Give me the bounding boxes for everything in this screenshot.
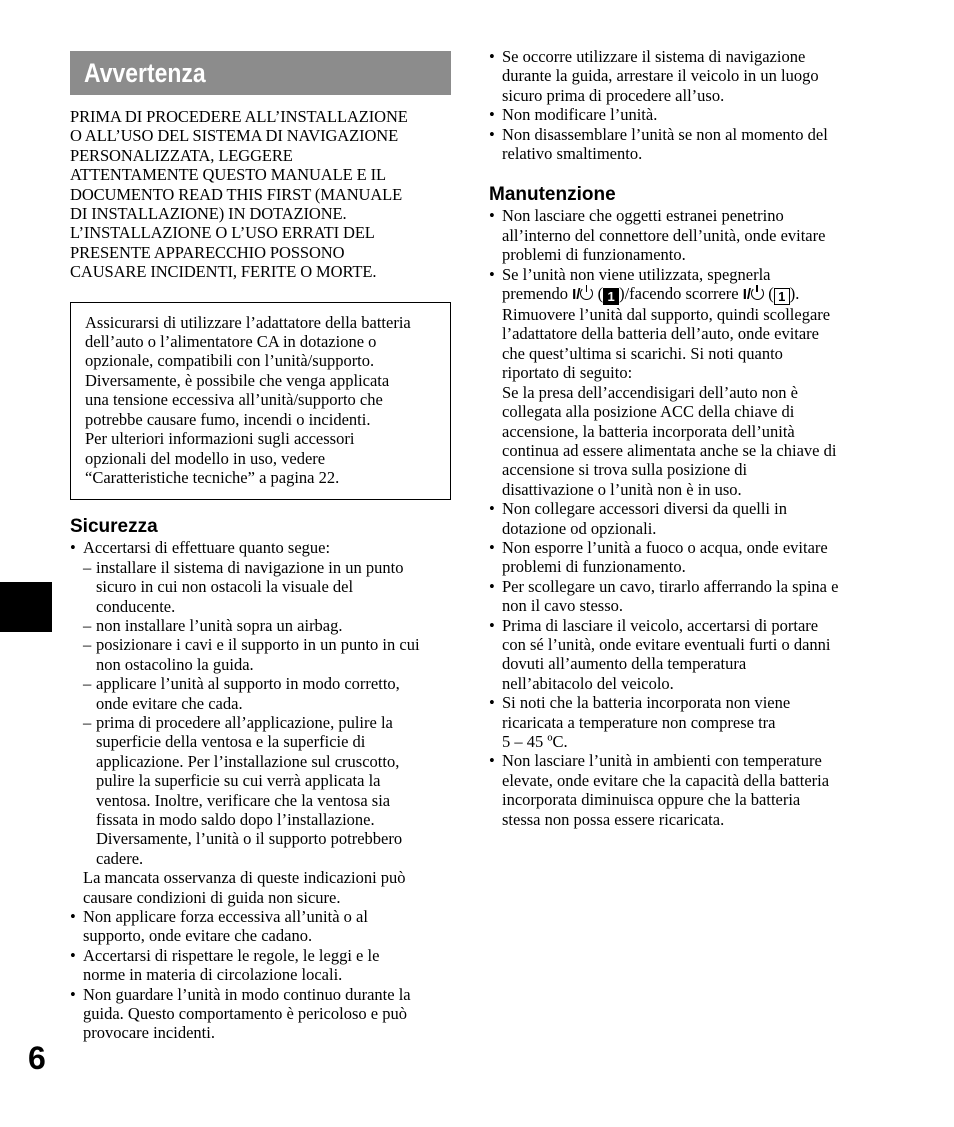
text-line: pulire la superficie su cui verrà applicata la — [96, 771, 381, 791]
notice-box — [70, 302, 451, 501]
manutenzione-list — [489, 206, 879, 284]
text-line: stessa non possa essere ricaricata. — [502, 809, 725, 829]
bullet-item: • Non modificare l’unità. — [489, 105, 879, 124]
notice-line: opzionali del modello in uso, vedere — [85, 448, 326, 468]
warning-line: DOCUMENTO READ THIS FIRST (MANUALE — [70, 184, 403, 204]
page-title: Avvertenza — [84, 58, 206, 88]
bullet-item: • Non collegare accessori diversi da quelli in — [489, 499, 879, 518]
text-line: La mancata osservanza di queste indicazioni può — [83, 868, 406, 888]
power-instruction-line: premendo I/ ( 1 )/facendo scorrere I/ ( 1 ). — [502, 284, 800, 305]
text-line: supporto, onde evitare che cadano. — [83, 926, 313, 946]
text-line: sicuro prima di procedere all’uso. — [502, 85, 725, 105]
warning-text — [70, 107, 451, 282]
text-line: sicuro in cui non ostacoli la visuale del — [96, 577, 354, 597]
text-line: accensione, la batteria incorporata dell’unità — [502, 421, 795, 441]
text-line: con sé l’unità, onde evitare eventuali furti o danni — [502, 634, 831, 654]
bullet-item: • Se l’unità non viene utilizzata, spegnerla — [489, 265, 879, 284]
sicurezza-list-continued — [489, 47, 879, 163]
notice-line: opzionale, compatibili con l’unità/supporto. — [85, 351, 375, 371]
bullet-item: • Se occorre utilizzare il sistema di navigazione — [489, 47, 879, 66]
bullet-item: • Non disassemblare l’unità se non al momento del — [489, 125, 879, 144]
text-line: ricaricata a temperature non comprese tra — [502, 712, 776, 732]
dash-item: – installare il sistema di navigazione in un punto — [70, 558, 451, 577]
bullet-item: • Non applicare forza eccessiva all’unità o al — [70, 907, 451, 926]
text-line: causare condizioni di guida non sicure. — [83, 887, 341, 907]
warning-line: PRESENTE APPARECCHIO POSSONO — [70, 242, 345, 262]
dash-item: – prima di procedere all’applicazione, pulire la — [70, 713, 451, 732]
text-line: conducente. — [96, 596, 176, 616]
page-number: 6 — [28, 1040, 46, 1076]
text-line: incorporata diminuisca oppure che la batteria — [502, 790, 801, 810]
section-title-bar — [70, 51, 451, 95]
notice-line: Per ulteriori informazioni sugli accessori — [85, 429, 355, 449]
warning-line: PERSONALIZZATA, LEGGERE — [70, 145, 293, 165]
bullet-item: • Si noti che la batteria incorporata non viene — [489, 693, 879, 712]
text-line: ventosa. Inoltre, verificare che la ventosa sia — [96, 790, 391, 810]
notice-line: Diversamente, è possibile che venga applicata — [85, 370, 390, 390]
text-line: norme in materia di circolazione locali. — [83, 965, 343, 985]
bullet-item: • Non lasciare che oggetti estranei penetrino — [489, 206, 879, 225]
text-line: disattivazione o l’unità non è in uso. — [502, 479, 742, 499]
notice-line: una tensione eccessiva all’unità/supporto che — [85, 390, 383, 410]
notice-line: “Caratteristiche tecniche” a pagina 22. — [85, 467, 340, 487]
text-line: collegata alla posizione ACC della chiave di — [502, 402, 795, 422]
text-line: guida. Questo comportamento è pericoloso e può — [83, 1004, 407, 1024]
text-line: relativo smaltimento. — [502, 144, 643, 164]
bullet-item: • Prima di lasciare il veicolo, accertarsi di portare — [489, 616, 879, 635]
text-line: cadere. — [96, 848, 144, 868]
text-line: durante la guida, arrestare il veicolo in un luogo — [502, 66, 819, 86]
text-line: Diversamente, l’unità o il supporto potrebbero — [96, 829, 403, 849]
callout-number-filled: 1 — [603, 288, 619, 305]
right-column — [489, 47, 879, 829]
heading-manutenzione: Manutenzione — [489, 184, 616, 206]
bullet-item: • Accertarsi di rispettare le regole, le leggi e le — [70, 946, 451, 965]
text-line: fissata in modo saldo dopo l’installazione. — [96, 810, 375, 829]
dash-item: – non installare l’unità sopra un airbag. — [70, 616, 451, 635]
power-key-label: I/ — [572, 286, 581, 304]
warning-line: O ALL’USO DEL SISTEMA DI NAVIGAZIONE — [70, 126, 399, 146]
bullet-item: • Accertarsi di effettuare quanto segue: — [70, 538, 451, 557]
warning-line: L’INSTALLAZIONE O L’USO ERRATI DEL — [70, 223, 375, 243]
text-line: dotazione od opzionali. — [502, 518, 657, 538]
text-line: non il cavo stesso. — [502, 596, 623, 616]
warning-line: PRIMA DI PROCEDERE ALL’INSTALLAZIONE — [70, 107, 408, 126]
warning-line: CAUSARE INCIDENTI, FERITE O MORTE. — [70, 262, 377, 282]
chapter-tab-marker — [0, 582, 52, 632]
bullet-item: • Non guardare l’unità in modo continuo durante la — [70, 985, 451, 1004]
text-line: all’interno del connettore dell’unità, onde evitare — [502, 225, 826, 245]
heading-sicurezza: Sicurezza — [70, 516, 158, 538]
text-line: non ostacolino la guida. — [96, 654, 254, 674]
text-line: l’adattatore della batteria dell’auto, onde evitare — [502, 324, 820, 344]
text-line: accensione si trova sulla posizione di — [502, 460, 748, 480]
text-line: nell’abitacolo del veicolo. — [502, 673, 674, 693]
dash-item: – applicare l’unità al supporto in modo corretto, — [70, 674, 451, 693]
text-line: dovuti all’aumento della temperatura — [502, 654, 747, 674]
left-column — [70, 51, 451, 1043]
text-line: riportato di seguito: — [502, 363, 633, 383]
bullet-item: • Per scollegare un cavo, tirarlo afferrando la spina e — [489, 577, 879, 596]
manutenzione-list-continued — [489, 305, 879, 829]
text-line: che quest’ultima si scarichi. Si noti quanto — [502, 343, 783, 363]
text-line: provocare incidenti. — [83, 1023, 215, 1043]
text-line: applicazione. Per l’installazione sul cruscotto, — [96, 751, 400, 771]
text-line: elevate, onde evitare che la capacità della batteria — [502, 770, 830, 790]
warning-line: ATTENTAMENTE QUESTO MANUALE E IL — [70, 165, 386, 185]
text-line: continua ad essere alimentata anche se la chiave di — [502, 440, 837, 460]
power-icon — [580, 287, 593, 300]
sicurezza-list — [70, 538, 451, 1043]
dash-item: – posizionare i cavi e il supporto in un punto in cui — [70, 635, 451, 654]
notice-line: potrebbe causare fumo, incendi o incidenti. — [85, 409, 371, 429]
bullet-item: • Non lasciare l’unità in ambienti con temperature — [489, 751, 879, 770]
text-line: Se la presa dell’accendisigari dell’auto non è — [502, 382, 798, 402]
text-line: problemi di funzionamento. — [502, 557, 686, 577]
text-line: superficie della ventosa e la superficie di — [96, 732, 366, 752]
text-line: problemi di funzionamento. — [502, 245, 686, 265]
text-line: 5 – 45 ºC. — [502, 732, 568, 751]
power-icon — [751, 287, 764, 300]
warning-line: DI INSTALLAZIONE) IN DOTAZIONE. — [70, 204, 347, 224]
bullet-item: • Non esporre l’unità a fuoco o acqua, onde evitare — [489, 538, 879, 557]
text-line: Rimuovere l’unità dal supporto, quindi scollegare — [502, 305, 831, 325]
power-key-label: I/ — [742, 286, 752, 304]
notice-line: Assicurarsi di utilizzare l’adattatore della batteria — [85, 312, 411, 332]
callout-number-outline: 1 — [774, 288, 790, 305]
notice-line: dell’auto o l’alimentatore CA in dotazione o — [85, 332, 377, 352]
text-line: onde evitare che cada. — [96, 693, 243, 713]
